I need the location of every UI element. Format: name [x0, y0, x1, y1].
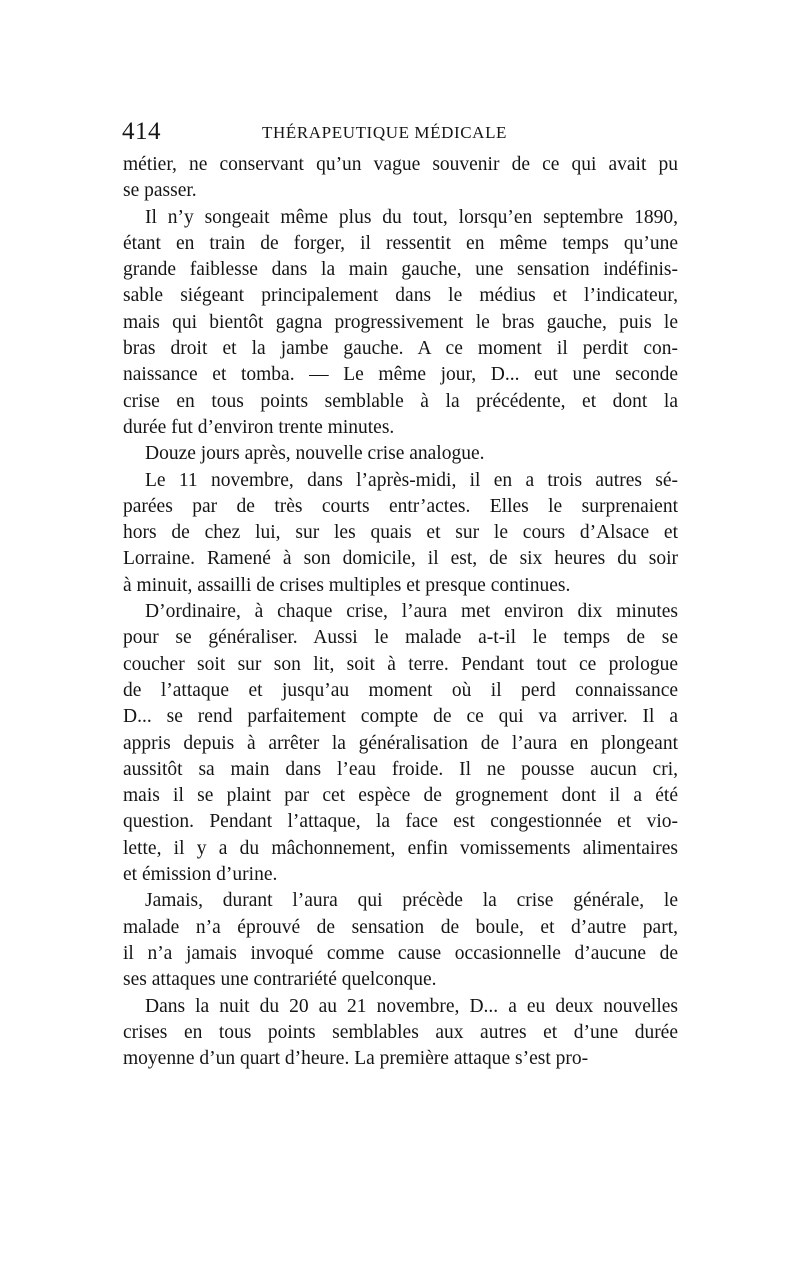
text-line: lette, il y a du mâchonnement, enfin vomissements alimentaires [123, 837, 678, 859]
body-text [123, 152, 678, 1072]
text-line: bras droit et la jambe gauche. A ce moment il perdit con- [123, 338, 678, 360]
text-line: métier, ne conservant qu’un vague souvenir de ce qui avait pu [123, 154, 678, 175]
text-line: durée fut d’environ trente minutes. [123, 416, 395, 438]
text-line: coucher soit sur son lit, soit à terre. Pendant tout ce prologue [123, 653, 678, 675]
text-line: question. Pendant l’attaque, la face est congestionnée et vio- [123, 811, 678, 833]
text-line: crises en tous points semblables aux autres et d’une durée [123, 1021, 678, 1043]
paragraph [123, 888, 678, 993]
paragraph [123, 994, 678, 1073]
text-line: Il n’y songeait même plus du tout, lorsqu’en septembre 1890, [145, 206, 678, 228]
text-line: Jamais, durant l’aura qui précède la crise générale, le [145, 890, 678, 912]
text-line: moyenne d’un quart d’heure. La première attaque s’est pro- [123, 1048, 589, 1070]
paragraph [123, 468, 678, 599]
text-line: malade n’a éprouvé de sensation de boule, et d’autre part, [123, 916, 678, 938]
text-line: il n’a jamais invoqué comme cause occasionnelle d’aucune de [123, 942, 678, 964]
text-line: parées par de très courts entr’actes. Elles le surprenaient [123, 495, 678, 517]
text-line: aussitôt sa main dans l’eau froide. Il ne pousse aucun cri, [123, 758, 678, 780]
paragraph [123, 599, 678, 888]
text-line: sable siégeant principalement dans le médius et l’indicateur, [123, 285, 678, 307]
text-line: de l’attaque et jusqu’au moment où il perd connaissance [123, 679, 678, 701]
text-line: étant en train de forger, il ressentit en même temps qu’une [123, 232, 678, 254]
text-line: et émission d’urine. [123, 864, 278, 886]
paragraph [123, 205, 678, 442]
text-line: Lorraine. Ramené à son domicile, il est, de six heures du soir [123, 548, 678, 570]
text-line: D... se rend parfaitement compte de ce qui va arriver. Il a [123, 706, 678, 728]
text-line: crise en tous points semblable à la précédente, et dont la [123, 390, 678, 412]
text-line: grande faiblesse dans la main gauche, une sensation indéfinis- [123, 259, 678, 281]
text-line: se passer. [123, 180, 197, 202]
page-number: 414 [122, 118, 161, 145]
text-line: naissance et tomba. — Le même jour, D... eut une seconde [123, 364, 678, 386]
text-line: ses attaques une contrariété quelconque. [123, 969, 437, 991]
text-line: mais il se plaint par cet espèce de grognement dont il a été [123, 785, 678, 807]
paragraph [123, 152, 678, 205]
paragraph [123, 441, 678, 467]
running-title: THÉRAPEUTIQUE MÉDICALE [262, 123, 508, 142]
page-header [122, 118, 682, 146]
text-line: à minuit, assailli de crises multiples et presque continues. [123, 574, 571, 596]
text-line: Le 11 novembre, dans l’après-midi, il en a trois autres sé- [145, 469, 678, 491]
text-line: D’ordinaire, à chaque crise, l’aura met environ dix minutes [145, 601, 678, 623]
text-line: Dans la nuit du 20 au 21 novembre, D... a eu deux nouvelles [145, 995, 678, 1017]
text-line: mais qui bientôt gagna progressivement le bras gauche, puis le [123, 311, 678, 333]
text-line: hors de chez lui, sur les quais et sur le cours d’Alsace et [123, 522, 678, 544]
text-line: Douze jours après, nouvelle crise analogue. [145, 443, 485, 465]
text-line: pour se généraliser. Aussi le malade a-t-il le temps de se [123, 627, 678, 649]
text-line: appris depuis à arrêter la généralisation de l’aura en plongeant [123, 732, 678, 754]
